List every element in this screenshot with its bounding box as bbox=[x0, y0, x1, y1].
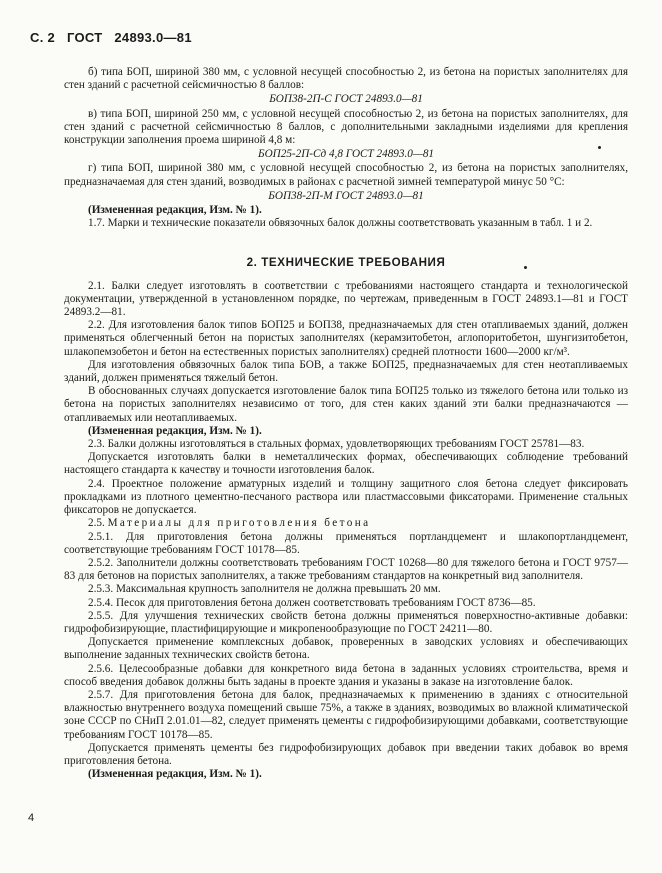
amendment-note: (Измененная редакция, Изм. № 1). bbox=[88, 768, 262, 781]
paragraph: 2.5.5. Для улучшения технических свойств бетона должны применяться поверхностно-активные добавки: гидрофобизирующие, пластифицирующие и микропенообразующие по ГОСТ 24211—80. bbox=[64, 609, 628, 635]
scan-speck bbox=[524, 266, 527, 269]
document-body bbox=[64, 66, 628, 781]
paragraph: Для изготовления обвязочных балок типа БОВ, а также БОП25, предназначаемых для стен неотапливаемых зданий, должен применяться тяжелый бетон. bbox=[64, 358, 628, 385]
section-heading: 2. ТЕХНИЧЕСКИЕ ТРЕБОВАНИЯ bbox=[246, 256, 446, 270]
paragraph: 2.5.2. Заполнители должны соответствовать требованиям ГОСТ 10268—80 для тяжелого бетона и ГОСТ 9757—83 для бетонов на пористых заполнителях, а также требованиям стандартов на конкретный вид заполнителя. bbox=[64, 556, 628, 583]
paragraph: Допускается применять цементы без гидрофобизирующих добавок при введении таких добавок во время приготовления бетона. bbox=[64, 741, 628, 767]
paragraph: 2.4. Проектное положение арматурных изделий и толщину защитного слоя бетона следует фиксировать прокладками из плотного цементно-песчаного раствора или пластмассовыми фиксаторами. Применение стальных фиксаторов не допускается. bbox=[64, 477, 628, 517]
amendment-note: (Измененная редакция, Изм. № 1). bbox=[88, 204, 262, 217]
header-page-ref: С. 2 bbox=[30, 30, 56, 45]
paragraph: 1.7. Марки и технические показатели обвязочных балок должны соответствовать указанным в табл. 1 и 2. bbox=[88, 217, 593, 230]
subsection-title bbox=[64, 517, 628, 530]
header-standard-org: ГОСТ bbox=[66, 30, 103, 45]
subsection-number: 2.5. bbox=[88, 517, 105, 530]
paragraph: Допускается применение комплексных добавок, проверенных в заводских условиях и обеспечивающих выполнение заданных технических свойств бетона. bbox=[64, 636, 628, 662]
paragraph: 2.3. Балки должны изготовляться в стальных формах, удовлетворяющих требованиям ГОСТ 25781—83. bbox=[88, 438, 585, 451]
page-header bbox=[30, 30, 200, 45]
paragraph: Допускается изготовлять балки в неметаллических формах, обеспечивающих соблюдение требований настоящего стандарта к качеству и точности изготовления балок. bbox=[64, 451, 628, 477]
designation-formula: БОП38-2П-С ГОСТ 24893.0—81 bbox=[269, 93, 423, 106]
header-standard-code: 24893.0—81 bbox=[114, 30, 192, 45]
paragraph: 2.5.4. Песок для приготовления бетона должен соответствовать требованиям ГОСТ 8736—85. bbox=[88, 596, 536, 609]
paragraph: б) типа БОП, шириной 380 мм, с условной несущей способностью 2, из бетона на пористых заполнителях для стен зданий с расчетной сейсмичностью 8 баллов: bbox=[64, 66, 628, 92]
paragraph: г) типа БОП, шириной 380 мм, с условной несущей способностью 2, из бетона на пористых заполнителях, предназначаемая для стен зданий, возводимых в районах с расчетной зимней температурой минус 50 °С: bbox=[64, 162, 628, 188]
paragraph: 2.1. Балки следует изготовлять в соответствии с требованиями настоящего стандарта и технологической документации, утвержденной в установленном порядке, по чертежам, приведенным в ГОСТ 24893.1—81 и ГОСТ 24893.2—81. bbox=[64, 279, 628, 319]
scan-speck bbox=[598, 146, 601, 149]
paragraph: 2.2. Для изготовления балок типов БОП25 и БОП38, предназначаемых для стен отапливаемых зданий, должен применяться облегченный бетон на пористых заполнителях (керамзитобетон, аглопоритобетон, шунгизитобетон, шлакопемзобетон и бетон на естественных пористых заполнителях) средней плотности 1600—2000 кг/м³. bbox=[64, 319, 628, 358]
paragraph: 2.5.1. Для приготовления бетона должны применяться портландцемент и шлакопортландцемент, соответствующие требованиям ГОСТ 10178—85. bbox=[64, 530, 628, 556]
designation-formula: БОП38-2П-М ГОСТ 24893.0—81 bbox=[268, 189, 424, 202]
paragraph: В обоснованных случаях допускается изготовление балок типа БОП25 только из тяжелого бетона или только из бетона на пористых заполнителях независимо от того, для стен каких зданий эти балки предназначаются — отапливаемых или неотапливаемых. bbox=[64, 385, 628, 424]
subsection-label: Материалы для приготовления бетона bbox=[107, 517, 371, 530]
paragraph: 2.5.7. Для приготовления бетона для балок, предназначаемых к применению в зданиях с относительной влажностью внутреннего воздуха помещений свыше 75%, а также в зданиях, возводимых во влажной климатической зоне СССР по СНиП 2.01.01—82, следует применять цементы с гидрофобизирующими добавками, соответствующие требованиям ГОСТ 10178—85. bbox=[64, 688, 628, 741]
page-number: 4 bbox=[28, 812, 35, 824]
paragraph: 2.5.3. Максимальная крупность заполнителя не должна превышать 20 мм. bbox=[88, 583, 441, 596]
paragraph: в) типа БОП, шириной 250 мм, с условной несущей способностью 2, из бетона на пористых заполнителях, для стен зданий с расчетной сейсмичностью 8 баллов, с дополнительными закладными изделиями для крепления конструкции заполнения проема шириной 4,8 м: bbox=[64, 107, 628, 147]
amendment-note: (Измененная редакция, Изм. № 1). bbox=[88, 424, 262, 437]
designation-formula: БОП25-2П-Сд 4,8 ГОСТ 24893.0—81 bbox=[257, 148, 435, 161]
paragraph: 2.5.6. Целесообразные добавки для конкретного вида бетона в заданных условиях строительства, время и способ введения добавок должны быть заданы в проекте здания и указаны в заказе на изготовление балок. bbox=[64, 662, 628, 688]
